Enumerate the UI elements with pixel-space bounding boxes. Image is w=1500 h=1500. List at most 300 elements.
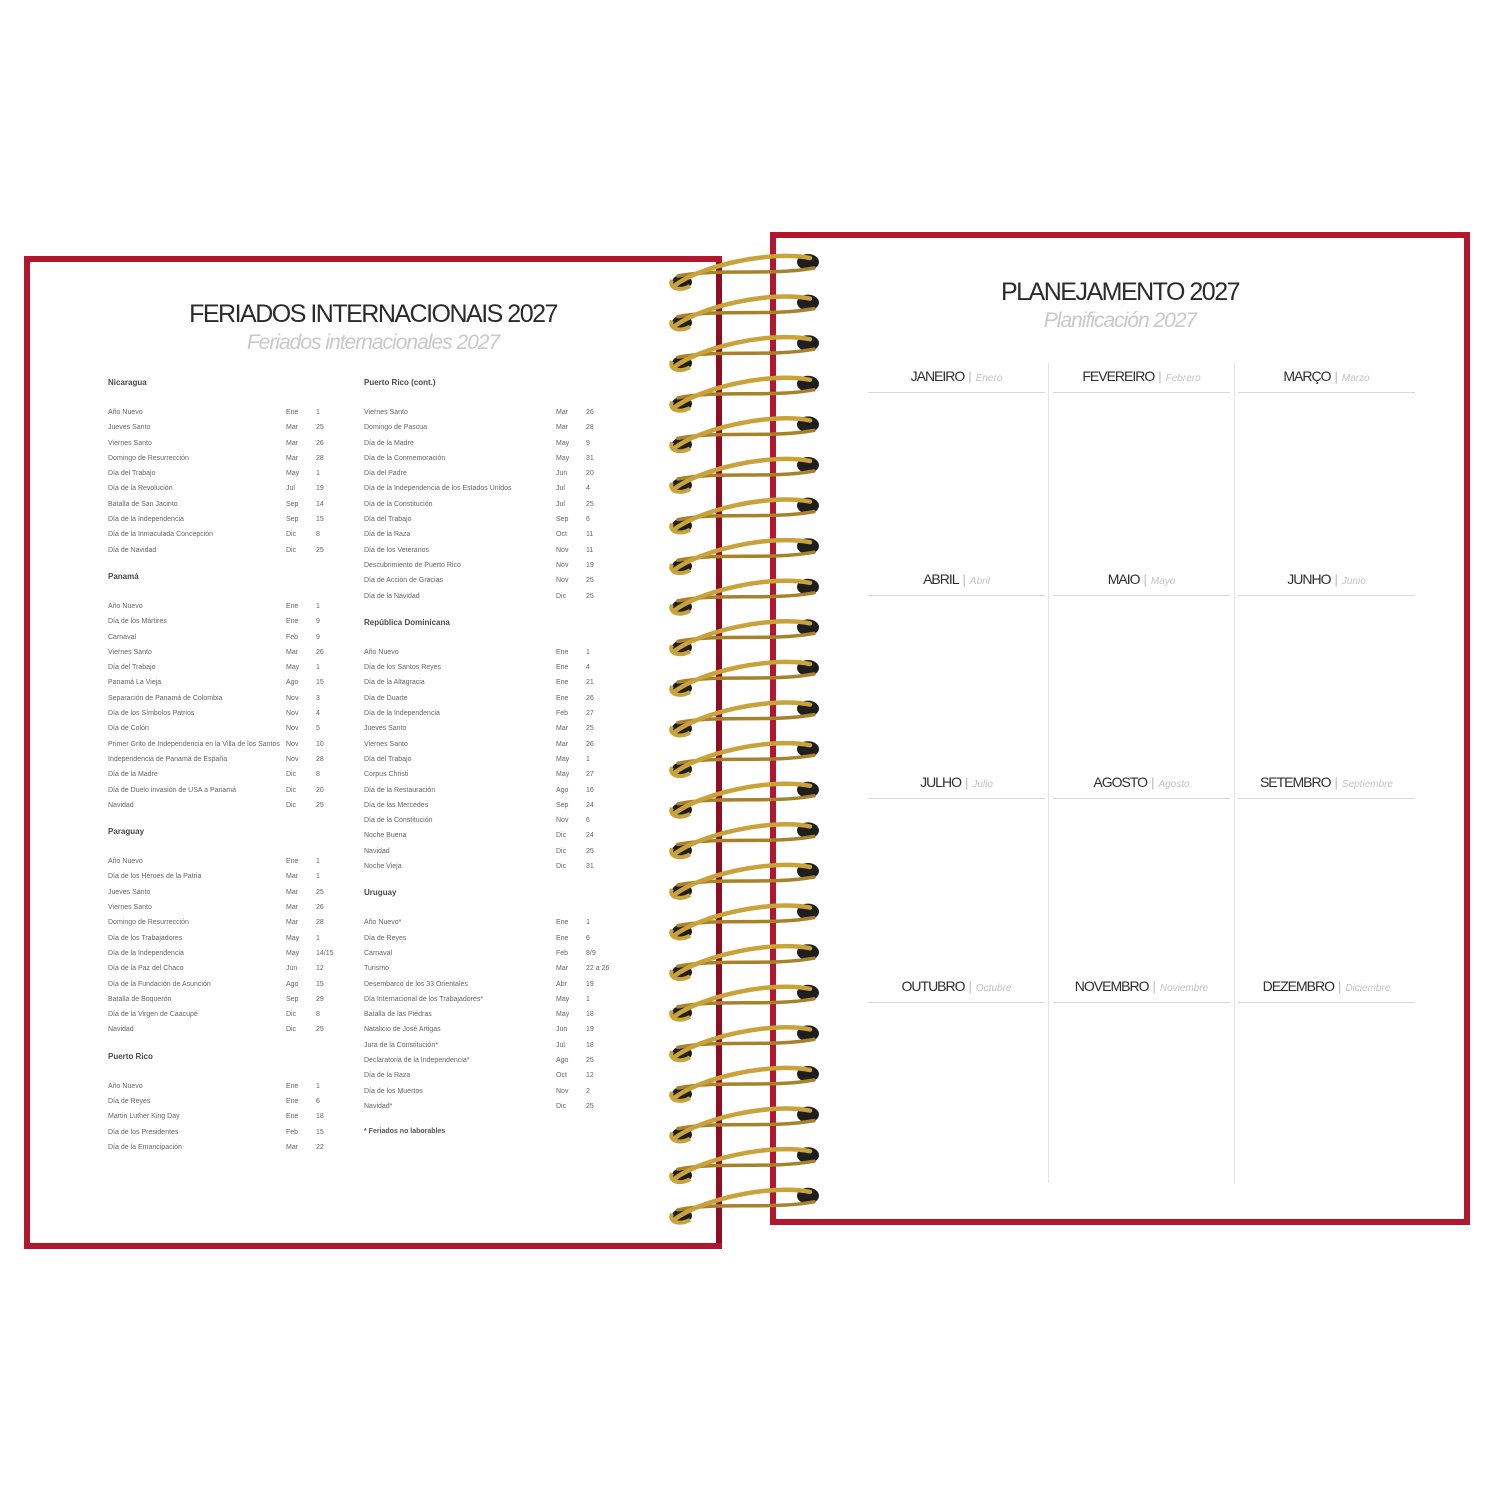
holiday-name: Día de la Altagracia — [364, 679, 425, 687]
spiral-coil — [671, 498, 819, 533]
holiday-row — [108, 721, 338, 736]
month-separator: | — [1151, 775, 1155, 790]
holiday-name: Día de la Paz del Chaco — [108, 965, 184, 973]
holiday-row — [364, 737, 608, 752]
holiday-row — [364, 915, 608, 930]
holiday-month: Dic — [556, 592, 567, 600]
holiday-month: Dic — [286, 786, 297, 794]
holiday-day: 29 — [316, 995, 324, 1003]
holiday-day: 31 — [586, 454, 594, 462]
holiday-day: 10 — [316, 740, 324, 748]
holiday-row — [108, 630, 338, 645]
month-separator: | — [1152, 979, 1156, 994]
holiday-day: 8 — [316, 1011, 320, 1019]
holiday-row — [108, 451, 338, 466]
country-group — [108, 378, 338, 558]
holiday-row — [364, 573, 608, 588]
holiday-row — [108, 767, 338, 782]
month-cell[interactable] — [864, 978, 1049, 1000]
month-separator: | — [968, 979, 972, 994]
holiday-month: Nov — [286, 725, 299, 733]
grid-divider-2 — [1234, 363, 1235, 1183]
holiday-name: Día de la Virgen de Caacupé — [108, 1011, 198, 1019]
holiday-month: Ago — [556, 1056, 569, 1064]
month-separator: | — [1334, 369, 1338, 384]
holiday-name: Viernes Santo — [108, 439, 152, 447]
holiday-row — [108, 1079, 338, 1094]
holiday-row — [108, 915, 338, 930]
holiday-name: Separación de Panamá de Colombia — [108, 694, 223, 702]
left-title-block — [30, 300, 716, 355]
holiday-name: Día de la Raza — [364, 1072, 411, 1080]
month-name-es: Diciembre — [1345, 983, 1391, 994]
holiday-row — [364, 706, 608, 721]
holiday-day: 25 — [316, 888, 324, 896]
holiday-month: Mar — [556, 725, 569, 733]
holiday-day: 26 — [316, 648, 324, 656]
holiday-row — [364, 558, 608, 573]
holiday-day: 8 — [316, 531, 320, 539]
holiday-row — [108, 900, 338, 915]
holiday-day: 15 — [316, 679, 324, 687]
holiday-month: Ene — [286, 1097, 299, 1105]
holiday-day: 21 — [586, 679, 594, 687]
holiday-row — [364, 691, 608, 706]
holiday-name: Corpus Christi — [364, 771, 409, 779]
holiday-day: 12 — [316, 965, 324, 973]
country-heading: Puerto Rico — [108, 1051, 153, 1061]
holiday-name: Navidad* — [364, 1102, 393, 1110]
holiday-day: 18 — [586, 1041, 594, 1049]
month-name-es: Marzo — [1341, 373, 1370, 384]
month-separator: | — [962, 572, 966, 587]
holiday-month: Ago — [286, 679, 299, 687]
spiral-coil — [671, 1066, 819, 1101]
holiday-name: Natalicio de José Artigas — [364, 1026, 441, 1034]
month-underline — [868, 798, 1045, 799]
holiday-day: 19 — [316, 485, 324, 493]
holiday-month: Ene — [556, 664, 569, 672]
month-underline — [1238, 1002, 1415, 1003]
month-name-pt: MARÇO — [1283, 368, 1331, 384]
holiday-name: Carnaval — [108, 633, 137, 641]
holiday-name: Día de la Independencia de los Estados Unidos — [364, 485, 512, 493]
holiday-row — [108, 481, 338, 496]
holiday-day: 27 — [586, 771, 594, 779]
holiday-name: Día de la Inmaculada Concepción — [108, 531, 214, 539]
holiday-day: 24 — [586, 801, 594, 809]
holiday-day: 1 — [316, 409, 320, 416]
holiday-name: Día de los Mártires — [108, 618, 167, 626]
holiday-month: Dic — [286, 801, 297, 809]
holiday-day: 25 — [586, 1102, 594, 1110]
holiday-row — [108, 752, 338, 767]
holiday-day: 26 — [586, 409, 594, 416]
holiday-name: Día de la Constitución — [364, 817, 433, 825]
holiday-row — [108, 1109, 338, 1124]
holiday-row — [108, 466, 338, 481]
holiday-name: Navidad — [108, 1026, 134, 1034]
month-underline — [1238, 595, 1415, 596]
holiday-day: 28 — [316, 919, 324, 927]
country-heading: Uruguay — [364, 888, 397, 898]
holiday-month: Ene — [286, 1082, 299, 1090]
holiday-month: May — [556, 995, 570, 1003]
month-name-pt: MAIO — [1107, 571, 1140, 587]
spiral-coil — [671, 457, 819, 492]
holiday-name: Independencia de Panamá de España — [108, 755, 228, 763]
month-cell[interactable] — [864, 368, 1049, 390]
holiday-day: 8/9 — [586, 949, 596, 957]
holiday-row — [364, 436, 608, 451]
holiday-row — [364, 721, 608, 736]
spiral-coil — [671, 376, 819, 411]
holiday-day: 25 — [586, 592, 594, 600]
holiday-name: Batalla de Boquerón — [108, 995, 172, 1003]
month-cell[interactable] — [1049, 774, 1234, 796]
holiday-row — [364, 931, 608, 946]
holiday-name: Año Nuevo — [108, 602, 143, 610]
month-underline — [1238, 798, 1415, 799]
spiral-coil — [671, 944, 819, 979]
holiday-month: Sep — [556, 801, 569, 809]
holiday-row — [108, 497, 338, 512]
holiday-day: 6 — [586, 817, 590, 825]
holiday-row — [364, 405, 608, 420]
holiday-day: 6 — [586, 516, 590, 524]
grid-divider-1 — [1048, 363, 1049, 1183]
country-heading: Puerto Rico (cont.) — [364, 378, 436, 387]
spiral-coil — [671, 741, 819, 776]
month-cell[interactable] — [1234, 774, 1419, 796]
holiday-name: Día de la Independencia — [108, 949, 184, 957]
holiday-month: Sep — [286, 995, 299, 1003]
holiday-row — [364, 512, 608, 527]
holiday-month: Ene — [286, 602, 299, 610]
holiday-day: 26 — [316, 904, 324, 912]
holiday-name: Descubrimiento de Puerto Rico — [364, 561, 461, 569]
month-name-es: Octubre — [975, 983, 1012, 994]
month-name-pt: JANEIRO — [910, 368, 965, 384]
holiday-month: Mar — [286, 1143, 299, 1151]
holiday-day: 1 — [586, 648, 590, 656]
month-name-pt: ABRIL — [923, 571, 959, 587]
country-heading: Paraguay — [108, 827, 145, 837]
holiday-month: Nov — [556, 546, 569, 554]
holiday-month: Mar — [286, 454, 299, 462]
planning-subtitle: Planificación 2027 — [1043, 309, 1197, 332]
holiday-name: Día de los Veteranos — [364, 546, 429, 554]
holiday-month: Nov — [286, 740, 299, 748]
holiday-name: Día de los Símbolos Patrios — [108, 710, 195, 718]
month-cell[interactable] — [864, 774, 1049, 796]
holiday-name: Día del Padre — [364, 470, 407, 478]
holiday-day: 14/15 — [316, 949, 334, 957]
month-underline — [868, 1002, 1045, 1003]
country-group — [364, 378, 608, 604]
holidays-column-right — [364, 378, 608, 1135]
holiday-month: Dic — [556, 863, 567, 871]
holiday-row — [364, 660, 608, 675]
holiday-name: Martin Luther King Day — [108, 1113, 180, 1121]
holiday-month: Mar — [286, 873, 299, 881]
holiday-day: 1 — [316, 664, 320, 672]
holiday-day: 26 — [316, 439, 324, 447]
holiday-day: 22 a 26 — [586, 965, 610, 973]
spiral-coil — [671, 538, 819, 573]
country-heading: Panamá — [108, 571, 139, 581]
holiday-month: Mar — [556, 965, 569, 973]
holiday-month: Ago — [286, 980, 299, 988]
holiday-month: Feb — [286, 1128, 299, 1136]
holiday-row — [108, 675, 338, 690]
holiday-name: Día de los Santos Reyes — [364, 664, 442, 672]
month-underline — [1053, 595, 1230, 596]
month-separator: | — [1337, 979, 1342, 994]
holiday-name: Domingo de Resurrección — [108, 919, 189, 927]
holiday-row — [364, 1099, 608, 1114]
country-group — [108, 1052, 338, 1155]
holiday-name: Día de la Madre — [364, 439, 414, 447]
holiday-month: Nov — [556, 817, 569, 825]
holiday-month: May — [286, 949, 300, 957]
holiday-month: Dic — [286, 546, 297, 554]
holiday-month: Mar — [556, 409, 569, 416]
holiday-row — [364, 1022, 608, 1037]
holiday-month: Mar — [286, 424, 299, 432]
holiday-month: May — [286, 470, 300, 478]
holiday-name: Día de la Fundación de Asunción — [108, 980, 211, 988]
holiday-row — [108, 436, 338, 451]
holiday-month: May — [556, 771, 570, 779]
holiday-day: 19 — [586, 980, 594, 988]
holiday-name: Turismo — [364, 965, 390, 973]
holiday-row — [108, 869, 338, 884]
month-underline — [1053, 798, 1230, 799]
month-name-pt: FEVEREIRO — [1082, 368, 1155, 384]
holiday-name: Noche Buena — [364, 832, 407, 840]
holiday-month: Ene — [286, 858, 299, 866]
holiday-month: Jul — [556, 500, 565, 508]
holiday-name: Día de Navidad — [108, 546, 157, 554]
holiday-month: Nov — [286, 710, 299, 718]
holiday-month: Jun — [556, 1026, 568, 1034]
month-name-es: Mayo — [1150, 576, 1176, 587]
spiral-coil — [671, 295, 819, 330]
holiday-month: Dic — [286, 531, 297, 539]
holiday-row — [108, 527, 338, 542]
holiday-day: 25 — [316, 424, 324, 432]
holiday-month: Nov — [556, 1087, 569, 1095]
holiday-name: Desembarco de los 33 Orientales — [364, 980, 468, 988]
spiral-coil — [671, 254, 819, 289]
holiday-name: Día de Colón — [108, 725, 149, 733]
holiday-day: 25 — [586, 725, 594, 733]
holiday-row — [108, 1140, 338, 1155]
holiday-month: Jul — [556, 1041, 565, 1049]
holiday-row — [364, 844, 608, 859]
holiday-day: 22 — [316, 1143, 324, 1151]
month-cell[interactable] — [1234, 368, 1419, 390]
holiday-name: Viernes Santo — [364, 409, 408, 416]
holiday-month: Ene — [556, 679, 569, 687]
holiday-row — [364, 828, 608, 843]
holiday-day: 3 — [316, 694, 320, 702]
holiday-day: 4 — [316, 710, 320, 718]
holiday-row — [364, 977, 608, 992]
holiday-row — [364, 420, 608, 435]
holiday-name: Jueves Santo — [364, 725, 407, 733]
holiday-day: 1 — [586, 995, 590, 1003]
spiral-coil — [671, 579, 819, 614]
holiday-row — [108, 783, 338, 798]
holiday-month: Ago — [556, 786, 569, 794]
holiday-month: Mar — [286, 888, 299, 896]
month-name-es: Julio — [972, 779, 993, 790]
holiday-month: Jul — [556, 485, 565, 493]
holiday-day: 4 — [586, 485, 590, 493]
holiday-row — [364, 859, 608, 874]
month-name-es: Febrero — [1165, 373, 1201, 384]
holiday-row — [108, 1007, 338, 1022]
month-name-es: Agosto — [1158, 779, 1190, 790]
month-cell[interactable] — [1234, 571, 1419, 593]
holiday-day: 25 — [586, 847, 594, 855]
holiday-month: Ene — [286, 1113, 299, 1121]
holiday-row — [108, 1125, 338, 1140]
holiday-month: Ene — [556, 648, 569, 656]
holiday-row — [364, 675, 608, 690]
month-name-pt: NOVEMBRO — [1074, 978, 1149, 994]
holiday-month: Sep — [286, 500, 299, 508]
holiday-name: Día de la Independencia — [108, 516, 184, 524]
holiday-name: Año Nuevo — [108, 858, 143, 866]
month-separator: | — [1334, 775, 1338, 790]
month-row — [864, 774, 1419, 796]
month-separator: | — [964, 775, 969, 790]
holiday-name: Año Nuevo — [364, 648, 399, 656]
holiday-day: 9 — [316, 618, 320, 626]
holiday-month: Jun — [286, 965, 298, 973]
month-separator: | — [1158, 369, 1162, 384]
spiral-coil — [671, 904, 819, 939]
holiday-day: 1 — [316, 602, 320, 610]
month-name-pt: AGOSTO — [1093, 774, 1148, 790]
holiday-row — [364, 589, 608, 604]
holiday-month: Feb — [556, 710, 569, 718]
month-name-es: Junio — [1341, 576, 1366, 587]
holiday-month: Nov — [556, 577, 569, 585]
month-underline — [1053, 392, 1230, 393]
holiday-row — [108, 599, 338, 614]
holiday-row — [108, 1094, 338, 1109]
holiday-month: May — [556, 439, 570, 447]
holiday-month: Mar — [286, 904, 299, 912]
holiday-name: Año Nuevo — [108, 409, 143, 416]
month-name-pt: DEZEMBRO — [1262, 978, 1334, 994]
spiral-coil — [671, 1147, 819, 1182]
holiday-row — [364, 1068, 608, 1083]
holiday-row — [108, 977, 338, 992]
holiday-month: Jul — [286, 485, 295, 493]
month-cell[interactable] — [1049, 978, 1234, 1000]
holiday-day: 11 — [586, 546, 594, 554]
holiday-month: Nov — [286, 755, 299, 763]
holiday-name: Día de Duarte — [364, 694, 408, 702]
spiral-coil — [671, 1025, 819, 1060]
holiday-row — [364, 1007, 608, 1022]
holiday-row — [364, 961, 608, 976]
month-cell[interactable] — [1234, 978, 1419, 1000]
holiday-name: Primer Grito de Independencia en la Villa de los Santos — [108, 740, 280, 748]
month-name-es: Septiembre — [1341, 779, 1394, 790]
holiday-month: Sep — [556, 516, 569, 524]
holiday-name: Día del Trabajo — [364, 755, 412, 763]
holiday-day: 25 — [316, 546, 324, 554]
spiral-coil — [671, 619, 819, 654]
holiday-day: 31 — [586, 863, 594, 871]
holiday-month: Sep — [286, 516, 299, 524]
holiday-day: 6 — [586, 934, 590, 942]
holiday-row — [364, 992, 608, 1007]
month-underline — [868, 392, 1045, 393]
holiday-month: Dic — [286, 771, 297, 779]
holiday-day: 9 — [316, 633, 320, 641]
holiday-day: 11 — [586, 531, 594, 539]
holiday-name: Panamá La Vieja — [108, 679, 162, 687]
country-heading: República Dominicana — [364, 617, 450, 627]
holiday-day: 1 — [316, 1082, 320, 1090]
holiday-name: Día de la Emancipación — [108, 1143, 182, 1151]
holiday-month: May — [556, 755, 570, 763]
holiday-name: Día de Duelo invasión de USA a Panamá — [108, 786, 237, 794]
holiday-row — [108, 405, 338, 420]
holiday-day: 19 — [586, 1026, 594, 1034]
holiday-name: Viernes Santo — [108, 648, 152, 656]
holiday-name: Día de Acción de Gracias — [364, 577, 443, 585]
holiday-day: 15 — [316, 1128, 324, 1136]
holiday-day: 20 — [586, 470, 594, 478]
holiday-month: Ene — [286, 618, 299, 626]
holiday-row — [108, 706, 338, 721]
holiday-month: Ene — [556, 934, 569, 942]
holiday-row — [108, 660, 338, 675]
holiday-month: Mar — [286, 648, 299, 656]
right-title-block — [776, 278, 1464, 333]
right-page — [770, 232, 1470, 1225]
holiday-name: Noche Vieja — [364, 863, 402, 871]
left-page — [24, 256, 722, 1249]
spiral-coil — [671, 1188, 819, 1223]
holiday-month: May — [286, 664, 300, 672]
month-cell[interactable] — [864, 571, 1049, 593]
footnote: * Feriados no laborables — [364, 1128, 446, 1136]
holiday-month: Ene — [286, 409, 299, 416]
spiral-binding — [660, 250, 830, 1240]
spiral-coil — [671, 822, 819, 857]
holiday-month: Mar — [556, 740, 569, 748]
holiday-month: Mar — [556, 424, 569, 432]
holiday-day: 18 — [586, 1011, 594, 1019]
holiday-row — [364, 1038, 608, 1053]
month-cell[interactable] — [1049, 571, 1234, 593]
holiday-month: Jun — [556, 470, 568, 478]
holiday-row — [364, 543, 608, 558]
holiday-name: Carnaval — [364, 949, 393, 957]
spiral-coil — [671, 335, 819, 370]
holiday-month: Oct — [556, 531, 567, 539]
month-cell[interactable] — [1049, 368, 1234, 390]
